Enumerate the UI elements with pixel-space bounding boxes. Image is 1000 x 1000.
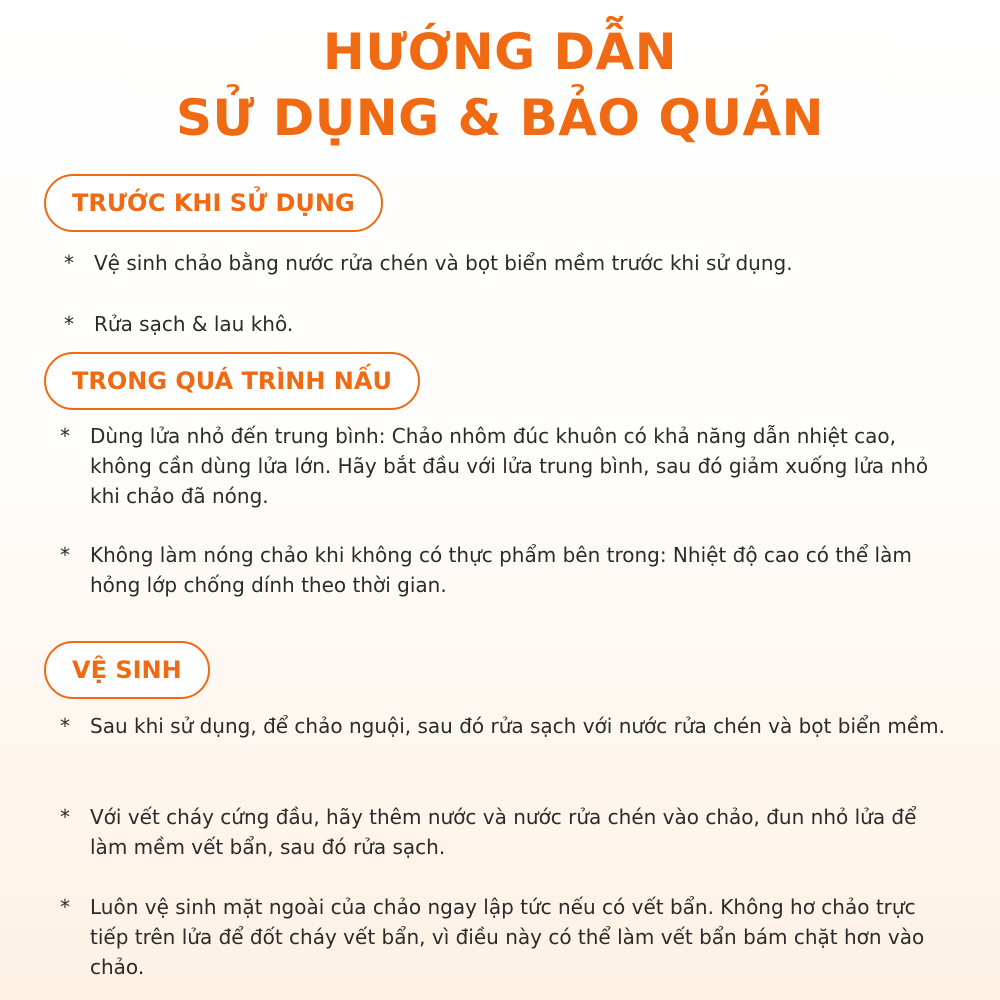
- list-item-text: Luôn vệ sinh mặt ngoài của chảo ngay lập tức nếu có vết bẩn. Không hơ chảo trực tiếp trên lửa để đốt cháy vết bẩn, vì điều này có thể làm vết bẩn bám chặt hơn vào chảo.: [90, 895, 925, 979]
- list-item-text: Với vết cháy cứng đầu, hãy thêm nước và nước rửa chén vào chảo, đun nhỏ lửa để làm mềm vết bẩn, sau đó rửa sạch.: [90, 805, 917, 859]
- bullet-marker: *: [60, 714, 70, 738]
- list-item: [60, 421, 950, 511]
- bullet-marker: *: [60, 805, 70, 829]
- list-item-text: Vệ sinh chảo bằng nước rửa chén và bọt biển mềm trước khi sử dụng.: [94, 251, 793, 275]
- list-item: [60, 540, 950, 600]
- list-item-text: Dùng lửa nhỏ đến trung bình: Chảo nhôm đúc khuôn có khả năng dẫn nhiệt cao, không cần dùng lửa lớn. Hãy bắt đầu với lửa trung bình, sau đó giảm xuống lửa nhỏ khi chảo đã nóng.: [90, 424, 929, 508]
- bullet-marker: *: [60, 895, 70, 919]
- list-item: [60, 802, 950, 862]
- list-item: [64, 248, 864, 278]
- section-heading-before-use: TRƯỚC KHI SỬ DỤNG: [44, 174, 383, 232]
- list-item: [64, 309, 864, 339]
- bullet-marker: *: [60, 424, 70, 448]
- list-item: [60, 892, 950, 982]
- bullet-marker: *: [64, 251, 74, 275]
- section-heading-during-cooking: TRONG QUÁ TRÌNH NẤU: [44, 352, 420, 410]
- page-title-line-1: HƯỚNG DẪN: [322, 23, 678, 81]
- list-item-text: Sau khi sử dụng, để chảo nguội, sau đó rửa sạch với nước rửa chén và bọt biển mềm.: [90, 714, 945, 738]
- section-heading-cleaning: VỆ SINH: [44, 641, 210, 699]
- page-title-line-2: SỬ DỤNG & BẢO QUẢN: [176, 89, 824, 147]
- bullet-marker: *: [60, 543, 70, 567]
- list-item-text: Rửa sạch & lau khô.: [94, 312, 294, 336]
- bullet-marker: *: [64, 312, 74, 336]
- list-item-text: Không làm nóng chảo khi không có thực phẩm bên trong: Nhiệt độ cao có thể làm hỏng lớp chống dính theo thời gian.: [90, 543, 912, 597]
- list-item: [60, 711, 950, 741]
